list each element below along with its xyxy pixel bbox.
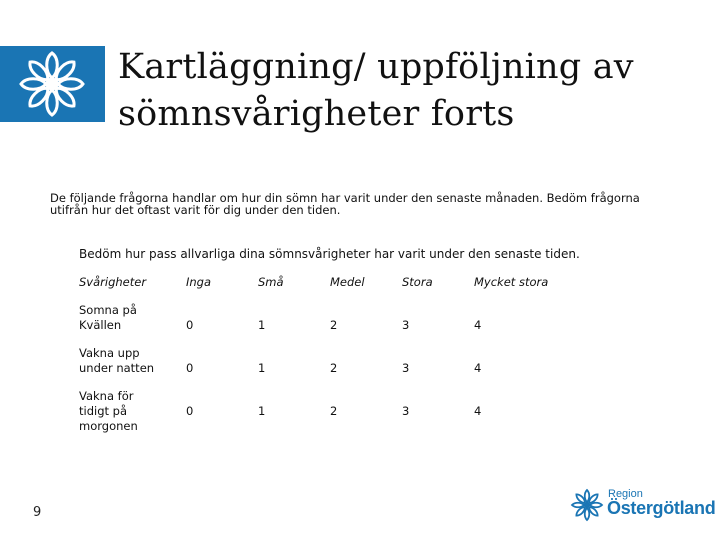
brand-logo xyxy=(570,487,716,523)
slide-title xyxy=(118,44,698,138)
intro-line-2: utifrån hur det oftast varit för dig under den tiden. xyxy=(50,203,341,217)
brand-name: Östergötland xyxy=(607,498,716,518)
row3-value-2: 2 xyxy=(330,404,338,418)
header-inga: Inga xyxy=(186,275,212,289)
header-medel: Medel xyxy=(330,275,365,289)
row2-value-1: 1 xyxy=(258,361,266,375)
row2-value-0: 0 xyxy=(186,361,194,375)
intro-line-1: De följande frågorna handlar om hur din sömn har varit under den senaste månaden. Bedöm frågorna xyxy=(50,191,640,205)
header-svarigheter: Svårigheter xyxy=(79,275,147,289)
page-number: 9 xyxy=(33,505,42,520)
intro-text xyxy=(50,192,680,216)
header-mycket-stora: Mycket stora xyxy=(474,275,549,289)
row3-value-1: 1 xyxy=(258,404,266,418)
header-sma: Små xyxy=(258,275,284,289)
row-label-vakna-tidigt: Vakna för tidigt på morgonen xyxy=(79,389,138,433)
row2-value-2: 2 xyxy=(330,361,338,375)
logo-box xyxy=(0,46,105,122)
question-text: Bedöm hur pass allvarliga dina sömnsvårigheter har varit under den senaste tiden. xyxy=(79,247,580,261)
flower-logo-icon xyxy=(0,46,105,122)
row2-value-3: 3 xyxy=(402,361,410,375)
flower-brand-icon xyxy=(570,488,604,522)
row2-value-4: 4 xyxy=(474,361,482,375)
row1-value-3: 3 xyxy=(402,318,410,332)
row3-value-3: 3 xyxy=(402,404,410,418)
row1-value-2: 2 xyxy=(330,318,338,332)
row-label-somna: Somna på Kvällen xyxy=(79,303,137,332)
brand-region-label: Region xyxy=(608,488,643,500)
row3-value-4: 4 xyxy=(474,404,482,418)
row3-value-0: 0 xyxy=(186,404,194,418)
title-line-1: Kartläggning/ uppföljning av xyxy=(118,47,634,87)
row1-value-4: 4 xyxy=(474,318,482,332)
title-line-2: sömnsvårigheter forts xyxy=(118,94,515,134)
row-label-vakna-upp: Vakna upp under natten xyxy=(79,346,155,375)
row1-value-0: 0 xyxy=(186,318,194,332)
row1-value-1: 1 xyxy=(258,318,266,332)
header-stora: Stora xyxy=(402,275,433,289)
